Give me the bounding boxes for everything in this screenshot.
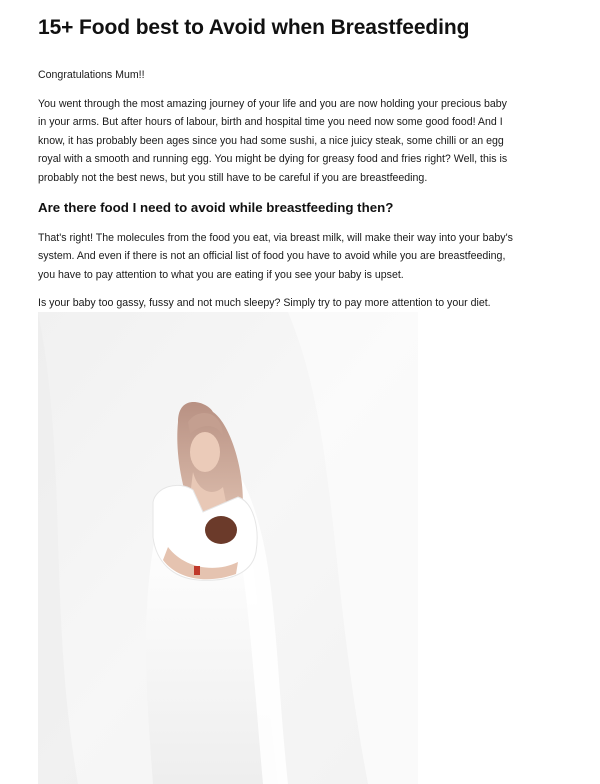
molecules-paragraph: That's right! The molecules from the food you eat, via breast milk, will make their way into your baby's system. And even if there is not an official list of food you have to avoid while you are breastfeeding, you have to pay attention to what you are eating if you see your baby is upset.: [38, 231, 513, 281]
gassy-baby-paragraph: Is your baby too gassy, fussy and not much sleepy? Simply try to pay more attention to your diet.: [38, 297, 491, 310]
mother-face: [190, 432, 220, 472]
article: [38, 0, 513, 313]
intro-paragraph: You went through the most amazing journey of your life and you are now holding your precious baby in your arms. But after hours of labour, birth and hospital time you need now some good food! And I know, it has probably been ages since you had some sushi, a nice juicy steak, some chilli or an egg royal with a smooth and running egg. You might be dying for greasy food and fries right? Well, this is probably not the best news, but you still have to be careful if you are breastfeeding.: [38, 97, 508, 184]
greeting-paragraph: Congratulations Mum!!: [38, 69, 145, 81]
breastfeeding-photo: [38, 312, 418, 784]
red-bracelet: [194, 566, 200, 575]
baby-head: [205, 516, 237, 544]
section-heading: Are there food I need to avoid while breastfeeding then?: [38, 199, 394, 215]
page-title: 15+ Food best to Avoid when Breastfeeding: [38, 16, 470, 39]
photo-illustration: [38, 312, 418, 784]
